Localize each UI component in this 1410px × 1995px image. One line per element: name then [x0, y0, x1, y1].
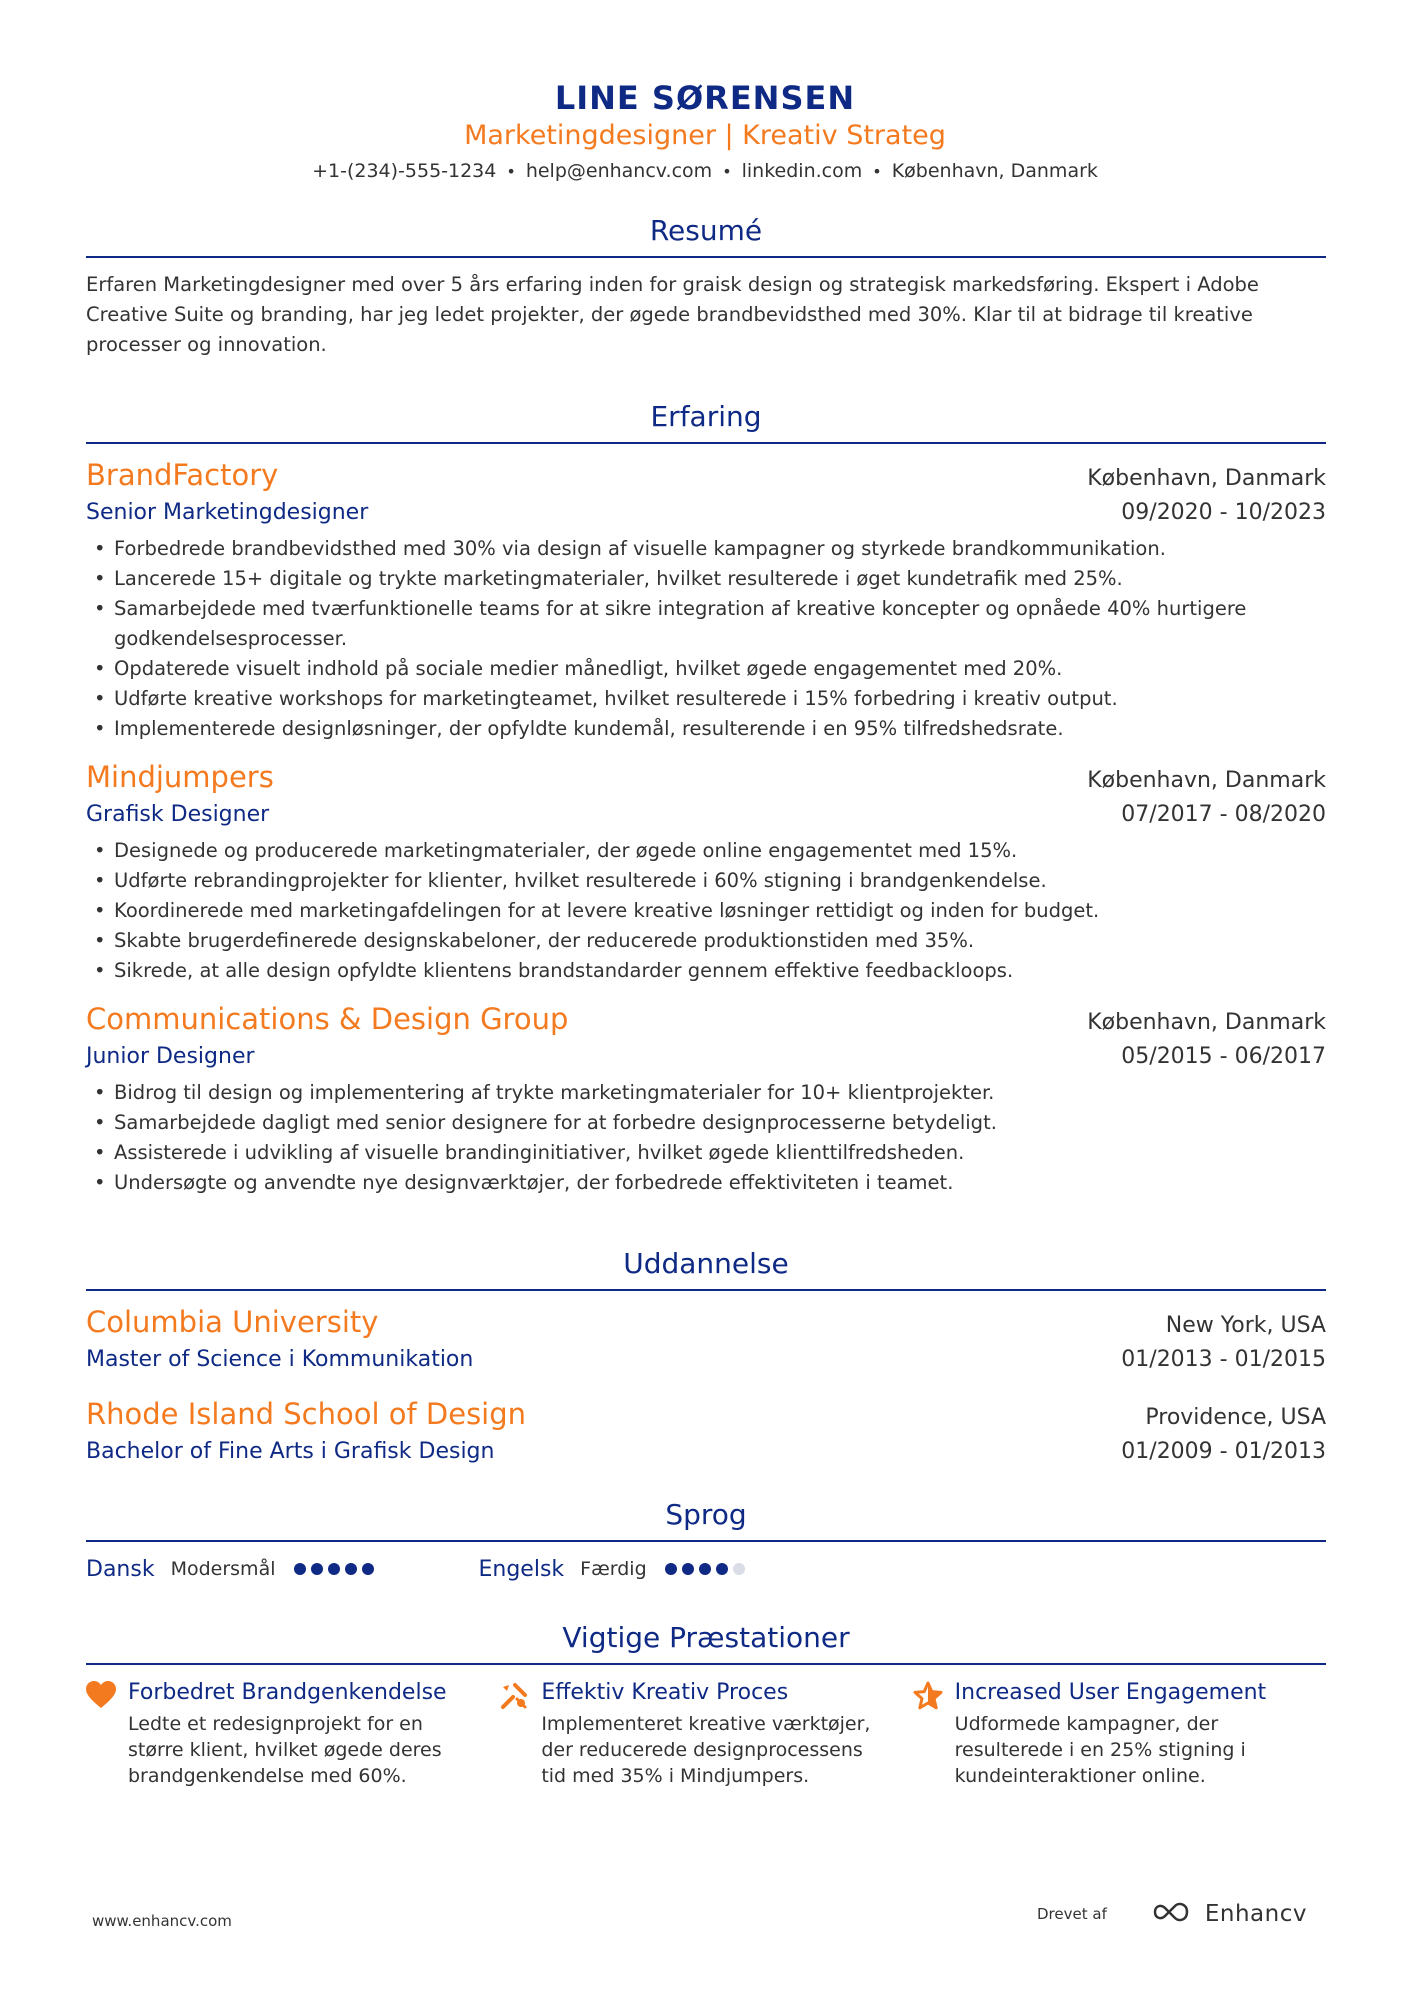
list-item: • Forbedrede brandbevidsthed med 30% via design af visuelle kampagner og styrkede brandkommunikation.	[86, 534, 1326, 564]
school-location: New York, USA	[1165, 1313, 1326, 1338]
education-entry	[86, 1395, 1326, 1469]
school-name: Columbia University	[86, 1305, 379, 1339]
job-bullets	[86, 534, 1326, 744]
rating-dot-filled	[362, 1563, 374, 1575]
bullet-separator: •	[872, 162, 882, 181]
achievement-title: Effektiv Kreativ Proces	[541, 1680, 789, 1705]
rating-dot-filled	[294, 1563, 306, 1575]
contact-line	[0, 156, 1410, 187]
section-title: Sprog	[86, 1496, 1326, 1542]
job-location: København, Danmark	[1087, 1010, 1326, 1035]
summary-section	[86, 212, 1326, 360]
job-location: København, Danmark	[1087, 466, 1326, 491]
list-item: • Designede og producerede marketingmaterialer, der øgede online engagementet med 15%.	[86, 836, 1326, 866]
star-icon	[913, 1677, 955, 1789]
list-item: • Samarbejdede dagligt med senior designere for at forbedre designprocesserne betydeligt.	[86, 1108, 1326, 1138]
languages-row	[86, 1552, 1326, 1586]
list-item: • Udførte rebrandingprojekter for klienter, hvilket resulterede i 60% stigning i brandgenkendelse.	[86, 866, 1326, 896]
achievement-item	[86, 1677, 499, 1789]
contact-phone[interactable]: +1-(234)-555-1234	[312, 160, 497, 182]
bullet-separator: •	[722, 162, 732, 181]
job-entry	[86, 758, 1326, 986]
section-title: Vigtige Præstationer	[86, 1619, 1326, 1665]
list-item: • Bidrog til design og implementering af trykte marketingmaterialer for 10+ klientprojekter.	[86, 1078, 1326, 1108]
rating-dot-filled	[665, 1563, 677, 1575]
language-rating	[665, 1563, 750, 1575]
enhancv-logo-icon	[1151, 1900, 1197, 1928]
job-role: Senior Marketingdesigner	[86, 500, 369, 525]
tools-icon	[499, 1677, 541, 1789]
job-role: Grafisk Designer	[86, 802, 270, 827]
resume-header	[0, 78, 1410, 187]
achievement-item	[499, 1677, 912, 1789]
school-name: Rhode Island School of Design	[86, 1397, 527, 1431]
list-item: • Implementerede designløsninger, der opfyldte kundemål, resulterende i en 95% tilfredshedsrate.	[86, 714, 1326, 744]
footer-branding	[1037, 1900, 1307, 1928]
rating-dot-empty	[733, 1563, 745, 1575]
language-rating	[294, 1563, 379, 1575]
rating-dot-filled	[682, 1563, 694, 1575]
section-title: Erfaring	[86, 398, 1326, 444]
language-level: Færdig	[580, 1558, 647, 1580]
list-item: • Koordinerede med marketingafdelingen for at levere kreative løsninger rettidigt og inden for budget.	[86, 896, 1326, 926]
education-entry	[86, 1303, 1326, 1377]
achievements-row	[86, 1677, 1326, 1789]
achievement-title: Increased User Engagement	[954, 1680, 1267, 1705]
job-entry	[86, 1000, 1326, 1198]
job-location: København, Danmark	[1087, 768, 1326, 793]
company-name: Mindjumpers	[86, 760, 274, 794]
language-level: Modersmål	[170, 1558, 276, 1580]
job-entry	[86, 456, 1326, 744]
achievement-item	[913, 1677, 1326, 1789]
school-location: Providence, USA	[1145, 1405, 1326, 1430]
achievement-text: Udformede kampagner, der resulterede i en 25% stigning i kundeinteraktioner online.	[954, 1713, 1246, 1787]
language-name: Engelsk	[478, 1556, 565, 1582]
rating-dot-filled	[311, 1563, 323, 1575]
job-dates: 09/2020 - 10/2023	[1121, 500, 1326, 525]
job-bullets	[86, 836, 1326, 986]
achievement-text: Implementeret kreative værktøjer, der reducerede designprocessens tid med 35% i Mindjumpers.	[541, 1713, 871, 1787]
job-dates: 07/2017 - 08/2020	[1121, 802, 1326, 827]
achievements-section	[86, 1619, 1326, 1789]
list-item: • Assisterede i udvikling af visuelle brandinginitiativer, hvilket øgede klienttilfredsheden.	[86, 1138, 1326, 1168]
candidate-title: Marketingdesigner | Kreativ Strateg	[464, 120, 946, 151]
candidate-name: LINE SØRENSEN	[554, 79, 856, 117]
contact-linkedin[interactable]: linkedin.com	[741, 160, 863, 182]
education-section	[86, 1245, 1326, 1469]
education-dates: 01/2013 - 01/2015	[1121, 1347, 1326, 1372]
degree-name: Master of Science i Kommunikation	[86, 1347, 474, 1372]
section-title: Resumé	[86, 212, 1326, 258]
language-item	[479, 1557, 750, 1582]
language-item	[86, 1557, 379, 1582]
brand-name[interactable]: Enhancv	[1204, 1901, 1307, 1927]
footer-website[interactable]: www.enhancv.com	[92, 1912, 232, 1930]
list-item: • Skabte brugerdefinerede designskabeloner, der reducerede produktionstiden med 35%.	[86, 926, 1326, 956]
heart-icon	[86, 1677, 128, 1789]
education-dates: 01/2009 - 01/2013	[1121, 1439, 1326, 1464]
contact-location: København, Danmark	[891, 160, 1098, 182]
languages-section	[86, 1496, 1326, 1586]
list-item: • Undersøgte og anvendte nye designværktøjer, der forbedrede effektiviteten i teamet.	[86, 1168, 1326, 1198]
contact-email[interactable]: help@enhancv.com	[525, 160, 713, 182]
list-item: • Sikrede, at alle design opfyldte klientens brandstandarder gennem effektive feedbackloops.	[86, 956, 1326, 986]
summary-text: Erfaren Marketingdesigner med over 5 års erfaring inden for graisk design og strategisk markedsføring. Ekspert i Adobe Creative Suite og branding, har jeg ledet projekter, der øgede brandbevidsthed med 30%. Klar til at bidrage til kreative processer og innovation.	[86, 273, 1259, 356]
section-title: Uddannelse	[86, 1245, 1326, 1291]
experience-section	[86, 398, 1326, 1198]
company-name: BrandFactory	[86, 458, 279, 492]
list-item: • Opdaterede visuelt indhold på sociale medier månedligt, hvilket øgede engagementet med 20%.	[86, 654, 1326, 684]
list-item: • Lancerede 15+ digitale og trykte marketingmaterialer, hvilket resulterede i øget kundetrafik med 25%.	[86, 564, 1326, 594]
rating-dot-filled	[345, 1563, 357, 1575]
job-role: Junior Designer	[86, 1044, 255, 1069]
rating-dot-filled	[328, 1563, 340, 1575]
company-name: Communications & Design Group	[86, 1002, 569, 1036]
list-item: • Samarbejdede med tværfunktionelle teams for at sikre integration af kreative koncepter og opnåede 40% hurtigere godkendelsesprocesser.	[86, 594, 1326, 654]
job-dates: 05/2015 - 06/2017	[1121, 1044, 1326, 1069]
powered-by-label: Drevet af	[1037, 1905, 1107, 1923]
job-bullets	[86, 1078, 1326, 1198]
language-name: Dansk	[86, 1556, 155, 1582]
list-item: • Udførte kreative workshops for marketingteamet, hvilket resulterede i 15% forbedring i kreativ output.	[86, 684, 1326, 714]
rating-dot-filled	[716, 1563, 728, 1575]
achievement-title: Forbedret Brandgenkendelse	[128, 1680, 447, 1705]
achievement-text: Ledte et redesignprojekt for en større klient, hvilket øgede deres brandgenkendelse med 60%.	[128, 1713, 442, 1787]
rating-dot-filled	[699, 1563, 711, 1575]
degree-name: Bachelor of Fine Arts i Grafisk Design	[86, 1439, 495, 1464]
bullet-separator: •	[506, 162, 516, 181]
